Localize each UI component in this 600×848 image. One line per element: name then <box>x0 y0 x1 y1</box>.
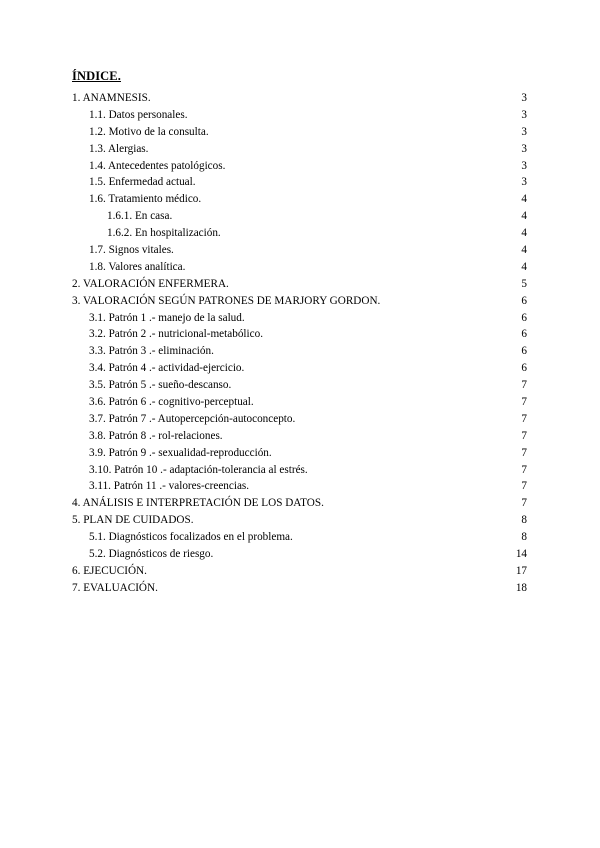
toc-entry-label: 3.11. Patrón 11 .- valores-creencias. <box>89 480 250 493</box>
toc-entry[interactable] <box>72 580 527 597</box>
toc-entry-page-number: 7 <box>521 379 527 392</box>
toc-entry-page-number: 7 <box>521 412 527 425</box>
toc-entry[interactable] <box>72 191 527 208</box>
toc-entry[interactable] <box>72 462 527 479</box>
toc-entry-page-number: 8 <box>521 514 527 527</box>
toc-entry-page-number: 7 <box>521 429 527 442</box>
toc-entry[interactable] <box>72 326 527 343</box>
toc-entry-label: 3.4. Patrón 4 .- actividad-ejercicio. <box>89 362 245 375</box>
toc-entry[interactable] <box>72 343 527 360</box>
toc-title: ÍNDICE. <box>72 69 121 83</box>
toc-entry-label: 1.6.1. En casa. <box>107 210 173 223</box>
toc-entry[interactable] <box>72 512 527 529</box>
toc-entry-label: 3. VALORACIÓN SEGÚN PATRONES DE MARJORY GORDON. <box>72 294 381 307</box>
toc-entry-label: 1.6.2. En hospitalización. <box>107 227 221 240</box>
toc-entry-page-number: 7 <box>521 480 527 493</box>
toc-entry[interactable] <box>72 174 527 191</box>
toc-entry-page-number: 7 <box>521 497 527 510</box>
toc-entry-page-number: 6 <box>521 362 527 375</box>
toc-entry-page-number: 14 <box>515 548 527 561</box>
toc-entry[interactable] <box>72 242 527 259</box>
toc-entry[interactable] <box>72 107 527 124</box>
toc-entry[interactable] <box>72 411 527 428</box>
toc-entry-page-number: 4 <box>521 210 527 223</box>
toc-entry[interactable] <box>72 158 527 175</box>
toc-entry-label: 1.7. Signos vitales. <box>89 244 174 257</box>
toc-entry-page-number: 3 <box>521 108 527 121</box>
toc-entry[interactable] <box>72 360 527 377</box>
toc-entry[interactable] <box>72 225 527 242</box>
toc-entry[interactable] <box>72 478 527 495</box>
toc-entry-label: 3.10. Patrón 10 .- adaptación-tolerancia al estrés. <box>89 463 308 476</box>
toc-entry-label: 5. PLAN DE CUIDADOS. <box>72 514 194 527</box>
toc-entry-label: 4. ANÁLISIS E INTERPRETACIÓN DE LOS DATOS. <box>72 497 324 510</box>
toc-entry-label: 3.8. Patrón 8 .- rol-relaciones. <box>89 429 223 442</box>
toc-entry-label: 3.1. Patrón 1 .- manejo de la salud. <box>89 311 245 324</box>
toc-entry[interactable] <box>72 276 527 293</box>
toc-entry-label: 3.3. Patrón 3 .- eliminación. <box>89 345 214 358</box>
toc-entry-page-number: 5 <box>521 277 527 290</box>
toc-entry[interactable] <box>72 208 527 225</box>
toc-entry[interactable] <box>72 293 527 310</box>
toc-entry-page-number: 4 <box>521 193 527 206</box>
toc-entry-page-number: 4 <box>521 260 527 273</box>
toc-entry-label: 7. EVALUACIÓN. <box>72 581 158 594</box>
toc-entry[interactable] <box>72 546 527 563</box>
toc-entry[interactable] <box>72 377 527 394</box>
toc-entry-label: 6. EJECUCIÓN. <box>72 564 147 577</box>
toc-entry-label: 3.5. Patrón 5 .- sueño-descanso. <box>89 379 232 392</box>
toc-entry-page-number: 7 <box>521 446 527 459</box>
toc-entry[interactable] <box>72 310 527 327</box>
toc-entry-page-number: 7 <box>521 463 527 476</box>
toc-entry-page-number: 8 <box>521 531 527 544</box>
toc-entry-page-number: 18 <box>515 581 527 594</box>
toc-entry-label: 1.1. Datos personales. <box>89 108 188 121</box>
toc-entry-label: 5.1. Diagnósticos focalizados en el problema. <box>89 531 293 544</box>
toc-entry-page-number: 6 <box>521 328 527 341</box>
toc-entry-page-number: 6 <box>521 294 527 307</box>
toc-entry-label: 2. VALORACIÓN ENFERMERA. <box>72 277 229 290</box>
toc-entry-page-number: 3 <box>521 92 527 104</box>
toc-entry-label: 3.6. Patrón 6 .- cognitivo-perceptual. <box>89 396 254 409</box>
toc-entry[interactable] <box>72 428 527 445</box>
toc-entry-page-number: 17 <box>515 564 527 577</box>
toc-entry-label: 3.7. Patrón 7 .- Autopercepción-autoconcepto. <box>89 412 296 425</box>
toc-entry[interactable] <box>72 124 527 141</box>
toc-entry[interactable] <box>72 259 527 276</box>
toc-entry-page-number: 6 <box>521 311 527 324</box>
toc-entry[interactable] <box>72 141 527 158</box>
toc-entry-page-number: 3 <box>521 159 527 172</box>
toc-entry[interactable] <box>72 563 527 580</box>
toc-list <box>72 90 527 597</box>
toc-entry-page-number: 4 <box>521 244 527 257</box>
toc-entry-page-number: 4 <box>521 227 527 240</box>
toc-entry-label: 1.5. Enfermedad actual. <box>89 176 196 189</box>
toc-entry-label: 1.6. Tratamiento médico. <box>89 193 202 206</box>
toc-entry-page-number: 3 <box>521 142 527 155</box>
toc-entry-label: 1.3. Alergias. <box>89 142 149 155</box>
toc-entry[interactable] <box>72 495 527 512</box>
toc-entry-label: 1.4. Antecedentes patológicos. <box>89 159 226 172</box>
toc-entry-label: 3.2. Patrón 2 .- nutricional-metabólico. <box>89 328 263 341</box>
toc-entry[interactable] <box>72 445 527 462</box>
toc-entry[interactable] <box>72 394 527 411</box>
toc-entry-page-number: 6 <box>521 345 527 358</box>
toc-entry-page-number: 7 <box>521 396 527 409</box>
toc-entry[interactable] <box>72 90 527 107</box>
toc-entry-label: 5.2. Diagnósticos de riesgo. <box>89 548 214 561</box>
toc-entry-label: 3.9. Patrón 9 .- sexualidad-reproducción. <box>89 446 272 459</box>
toc-entry-label: 1.8. Valores analítica. <box>89 260 186 273</box>
toc-entry-page-number: 3 <box>521 176 527 189</box>
toc-entry-label: 1. ANAMNESIS. <box>72 92 151 104</box>
toc-entry-page-number: 3 <box>521 125 527 138</box>
toc-entry-label: 1.2. Motivo de la consulta. <box>89 125 209 138</box>
toc-entry[interactable] <box>72 529 527 546</box>
